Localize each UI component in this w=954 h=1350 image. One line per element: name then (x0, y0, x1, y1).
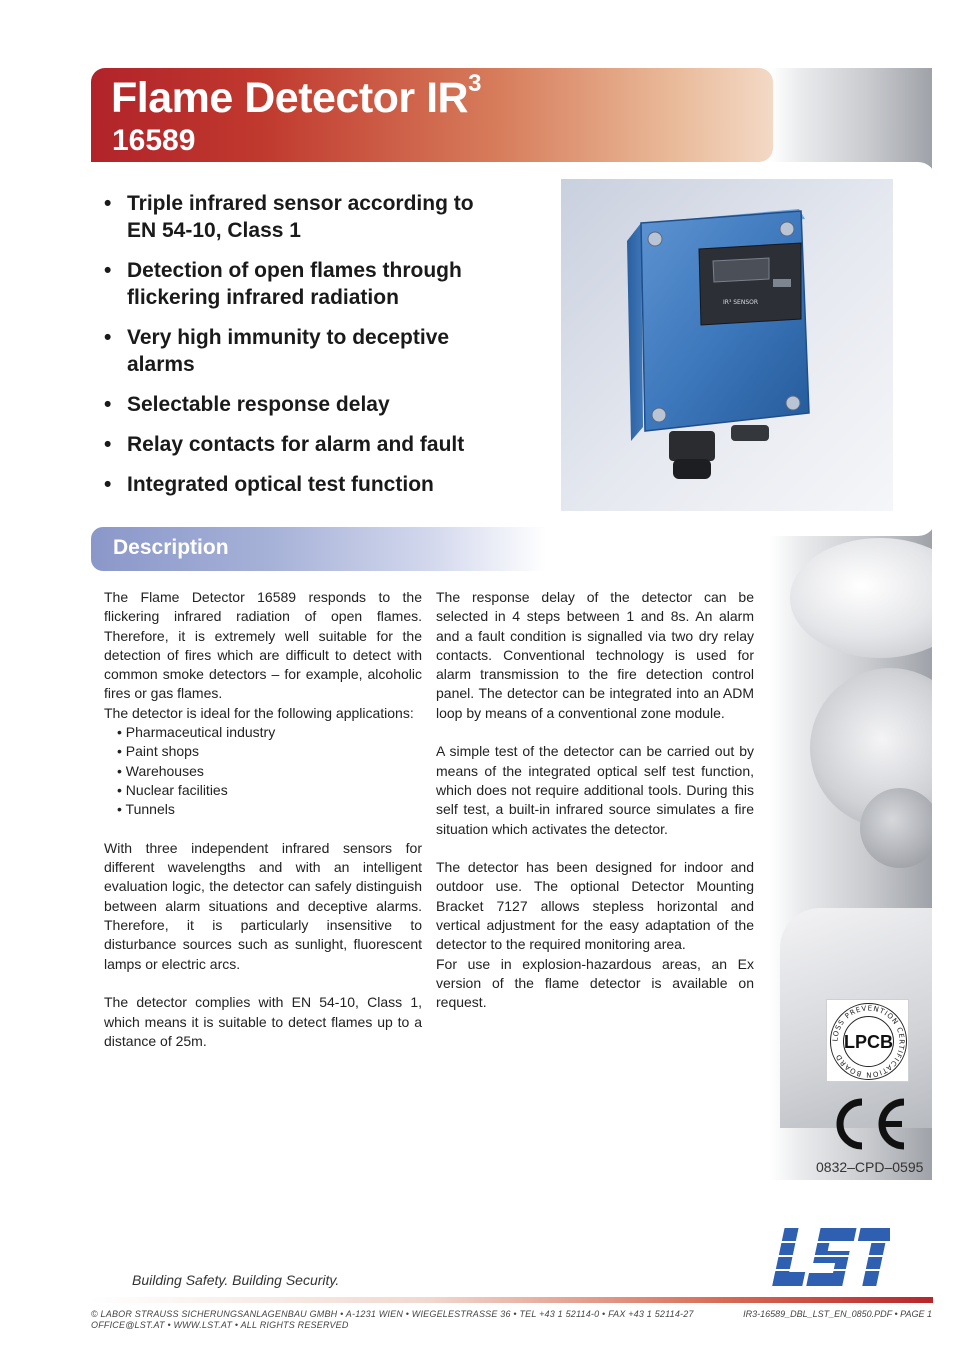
document-reference: IR3-16589_DBL_LST_EN_0850.PDF • PAGE 1 (743, 1309, 932, 1319)
list-item: • Pharmaceutical industry (117, 723, 422, 742)
description-right-column (436, 588, 754, 1013)
paragraph: With three independent infrared sensors for different wavelengths and with an intelligent evaluation logic, the detector can safely distinguish between alarm situations and deceptive alarms. Therefore, it is particularly insensitive to disturbance sources such as sunlight, fluorescent lamps or electric arcs. (104, 839, 422, 972)
feature-item: • Detection of open flames through flickering infrared radiation (104, 257, 499, 311)
list-item: • Nuclear facilities (117, 781, 422, 800)
paragraph: A simple test of the detector can be carried out by means of the integrated optical self test function, which does not require additional tools. During this self test, a built-in infrared source simulates a fire situation which activates the detector. (436, 743, 754, 837)
product-number: 16589 (112, 124, 196, 157)
flame-detector-image (561, 179, 893, 511)
feature-item: • Integrated optical test function (104, 471, 524, 498)
feature-item: • Triple infrared sensor according to EN 54-10, Class 1 (104, 190, 484, 244)
application-list (104, 723, 422, 819)
tagline: Building Safety. Building Security. (132, 1272, 340, 1288)
feature-item: • Selectable response delay (104, 391, 524, 418)
feature-item: • Very high immunity to deceptive alarms (104, 324, 484, 378)
paragraph: The detector complies with EN 54-10, Class 1, which means it is suitable to detect flames up to a distance of 25m. (104, 994, 422, 1049)
product-photo (561, 179, 893, 511)
footer-divider (91, 1297, 933, 1303)
list-item: • Paint shops (117, 742, 422, 761)
certificate-number: 0832–CPD–0595 (816, 1159, 924, 1175)
paragraph: The detector has been designed for indoor and outdoor use. The optional Detector Mounting Bracket 7127 allows stepless horizontal and vertical adjustment for the easy adaptation of the detector to the required monitoring area. (436, 859, 754, 953)
sensor-label: IR³ SENSOR (723, 299, 759, 306)
description-heading: Description (113, 536, 229, 559)
feature-list (104, 190, 524, 511)
lst-logo (765, 1226, 890, 1289)
paragraph: For use in explosion-hazardous areas, an Ex version of the flame detector is available on request. (436, 955, 754, 1011)
footer-address-line: © LABOR STRAUSS SICHERUNGSANLAGENBAU GMBH • A-1231 WIEN • WIEGELESTRASSE 36 • TEL +43 1 52114-0 • FAX +43 1 52114-27 (91, 1309, 694, 1319)
paragraph: The response delay of the detector can be selected in 4 steps between 1 and 8s. An alarm and a fault condition is signalled via two dry relay contacts. Conventional technology is used for alarm transmission to the fire detection control panel. The detector can be integrated into an ADM loop by means of a conventional zone module. (436, 589, 754, 721)
ce-mark-icon (826, 1094, 910, 1154)
footer-address (91, 1309, 711, 1331)
description-left-column (104, 588, 422, 1051)
svg-text:LOSS PREVENTION CERTIFICATION: LOSS PREVENTION CERTIFICATION BOARD (831, 1004, 906, 1079)
key-image (860, 788, 932, 868)
paragraph: The Flame Detector 16589 responds to the flickering infrared radiation of open flames. Therefore, it is extremely well suitable for the detection of fires which are difficult to detect with common smoke detectors – for example, alcoholic fires or gas flames. (104, 589, 422, 702)
feature-item: • Relay contacts for alarm and fault (104, 431, 524, 458)
list-item: • Tunnels (117, 800, 422, 819)
page-title: Flame Detector $IR^3$ (111, 69, 481, 122)
list-item: • Warehouses (117, 762, 422, 781)
paragraph: The detector is ideal for the following applications: (104, 704, 414, 721)
svg-text:LPCB: LPCB (844, 1032, 893, 1052)
smoke-detector-image (790, 538, 932, 658)
footer-contact-line: OFFICE@LST.AT • WWW.LST.AT • ALL RIGHTS RESERVED (91, 1320, 349, 1330)
lpcb-logo (826, 999, 909, 1082)
